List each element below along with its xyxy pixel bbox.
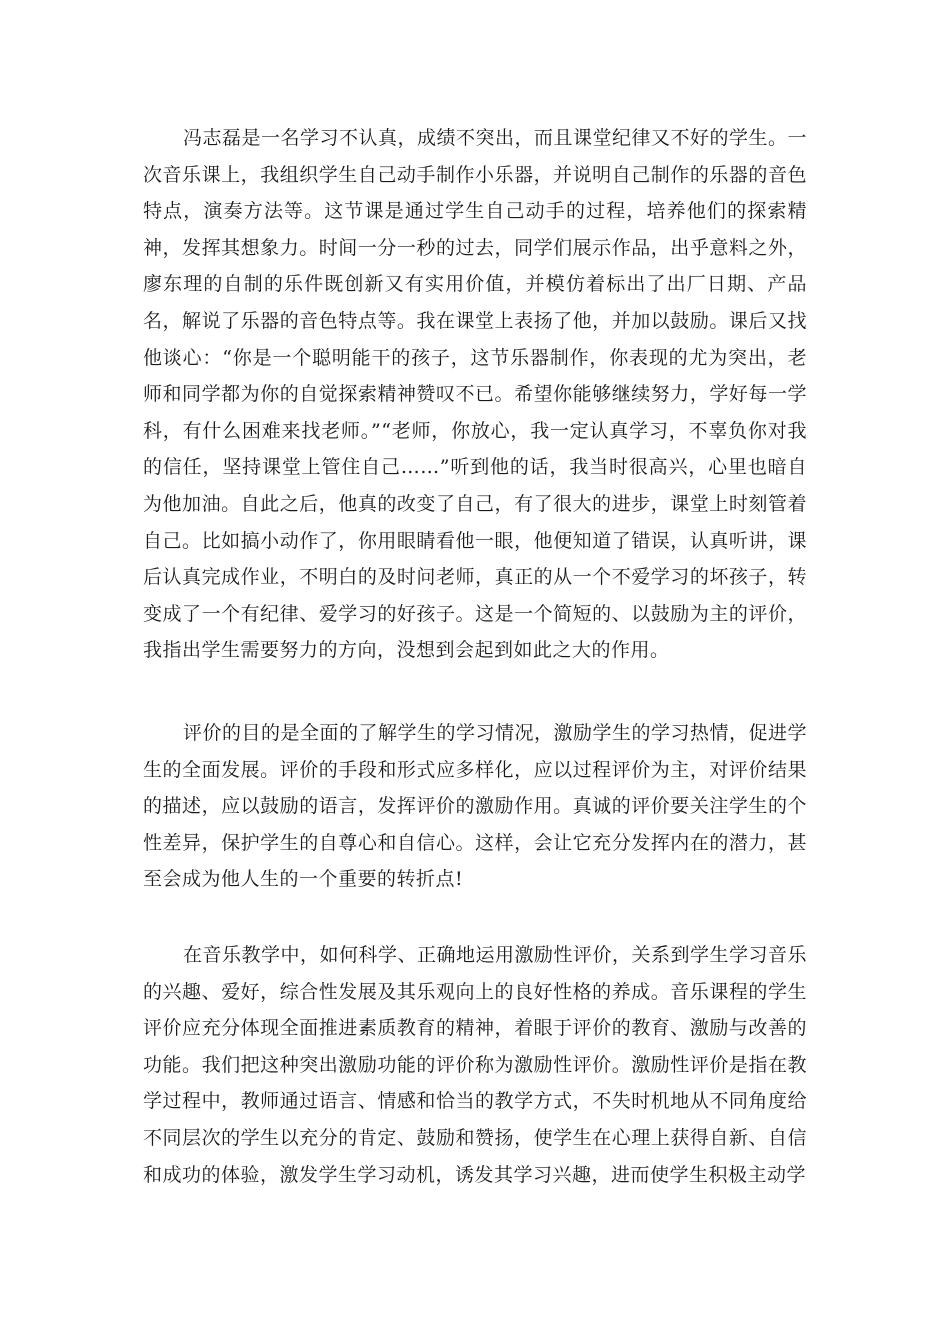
paragraph: 在音乐教学中，如何科学、正确地运用激励性评价，关系到学生学习音乐的兴趣、爱好，综合性发展及其乐观向上的良好性格的养成。音乐课程的学生评价应充分体现全面推进素质教育的精神，着眼于评价的教育、激励与改善的功能。我们把这种突出激励功能的评价称为激励性评价。激励性评价是指在教学过程中，教师通过语言、情感和恰当的教学方式，不失时机地从不同角度给不同层次的学生以充分的肯定、鼓励和赞扬，使学生在心理上获得自新、自信和成功的体验，激发学生学习动机，诱发其学习兴趣，进而使学生积极主动学	[143, 944, 808, 1186]
paragraph: 冯志磊是一名学习不认真，成绩不突出，而且课堂纪律又不好的学生。一次音乐课上，我组织学生自己动手制作小乐器，并说明自己制作的乐器的音色特点，演奏方法等。这节课是通过学生自己动手的过程，培养他们的探索精神，发挥其想象力。时间一分一秒的过去，同学们展示作品，出乎意料之外，廖东理的自制的乐件既创新又有实用价值，并模仿着标出了出厂日期、产品名，解说了乐器的音色特点等。我在课堂上表扬了他，并加以鼓励。课后又找他谈心：“你是一个聪明能干的孩子，这节乐器制作，你表现的尤为突出，老师和同学都为你的自觉探索精神赞叹不已。希望你能够继续努力，学好每一学科，有什么困难来找老师。”“老师，你放心，我一定认真学习，不辜负你对我的信任，坚持课堂上管住自己……”听到他的话，我当时很高兴，心里也暗自为他加油。自此之后，他真的改变了自己，有了很大的进步，课堂上时刻管着自己。比如搞小动作了，你用眼睛看他一眼，他便知道了错误，认真听讲，课后认真完成作业，不明白的及时问老师，真正的从一个不爱学习的坏孩子，转变成了一个有纪律、爱学习的好孩子。这是一个简短的、以鼓励为主的评价，我指出学生需要努力的方向，没想到会起到如此之大的作用。	[143, 127, 808, 662]
paragraph: 评价的目的是全面的了解学生的学习情况，激励学生的学习热情，促进学生的全面发展。评价的手段和形式应多样化，应以过程评价为主，对评价结果的描述，应以鼓励的语言，发挥评价的激励作用。真诚的评价要关注学生的个性差异，保护学生的自尊心和自信心。这样，会让它充分发挥内在的潜力，甚至会成为他人生的一个重要的转折点!	[143, 722, 808, 891]
